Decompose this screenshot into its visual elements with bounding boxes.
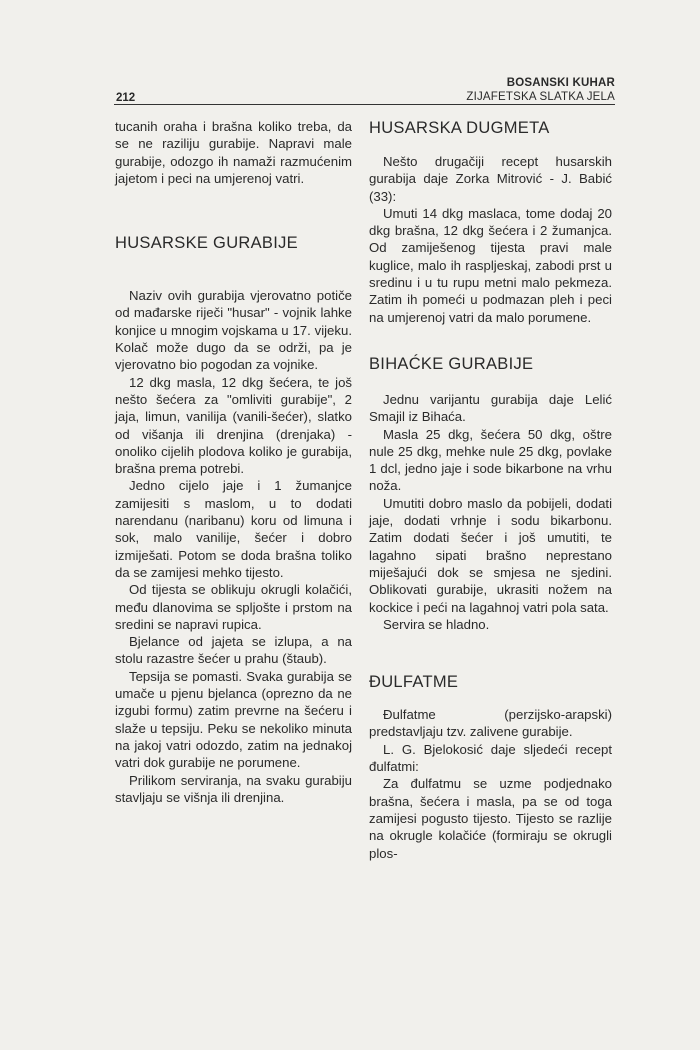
paragraph: Umutiti dobro maslo da pobijeli, dodati jaje, dodati vrhnje i sodu bikarbonu. Zatim dodati šećer i još umutiti, te lagahno sipati brašno neprestano miješajući dok se smjesa ne sjedini. Oblikovati gurabije, ukrasiti nožem na kockice i peći na lagahnoj vatri pola sata. [369,495,612,615]
section-title: ZIJAFETSKA SLATKA JELA [466,91,615,103]
header-divider [114,104,615,105]
paragraph: Jednu varijantu gurabija daje Lelić Smajil iz Bihaća. [369,391,612,425]
left-column [115,118,352,806]
running-header [466,76,615,104]
page-number: 212 [116,92,136,104]
paragraph: Za đulfatmu se uzme podjednako brašna, šećera i masla, pa se od toga zamijesi pogusto tijesto. Tijesto se razlije na okrugle kolačiće (formiraju se okrugli plos- [369,776,612,861]
paragraph: Naziv ovih gurabija vjerovatno potiče od mađarske riječi "husar" - vojnik lahke konjice u mnogim vojskama u 17. vijeku. Kolač može dugo da se održi, pa je vjerovatno bio pogodan za vojnike. [115,288,352,373]
paragraph: Servira se hladno. [383,616,490,632]
heading-husarska-dugmeta: HUSARSKA DUGMETA [369,119,550,137]
paragraph: L. G. Bjelokosić daje sljedeći recept đulfatmi: [369,741,612,775]
paragraph: Umuti 14 dkg maslaca, tome dodaj 20 dkg brašna, 12 dkg šećera i 2 žumanjca. Od zamiješenog tijesta pravi male kuglice, malo ih raspljeskaj, zabodi prst u sredinu i u tu rupu metni malo pekmeza. Zatim ih pomeći u podmazan pleh i peci na umjerenoj vatri da malo porumene. [369,205,612,325]
continuation-paragraph: tucanih oraha i brašna koliko treba, da se ne raziliju gurabije. Napravi male gurabije, odozgo ih namaži razmućenim jajetom i peci na umjerenoj vatri. [115,119,352,186]
book-title: BOSANSKI KUHAR [506,77,615,89]
paragraph: Đulfatme (perzijsko-arapski) predstavljaju tzv. zalivene gurabije. [369,707,612,740]
paragraph: Prilikom serviranja, na svaku gurabiju stavljaju se višnja ili drenjina. [115,772,352,805]
paragraph: Masla 25 dkg, šećera 50 dkg, oštre nule 25 dkg, mehke nule 25 dkg, povlake 1 dcl, jedno jaje i sode bikarbone na vrhu noža. [369,426,612,494]
heading-dulfatme: ĐULFATME [369,673,459,692]
paragraph: 12 dkg masla, 12 dkg šećera, te još nešto šećera za "omliviti gurabije", 2 jaja, limun, vanilija (vanili-šećer), slatko od višanja ili drenjina (drenjaka) - onoliko cijelih plodova koliko je gurabija, brašna prema potrebi. [115,374,352,477]
heading-husarske-gurabije: HUSARSKE GURABIJE [115,234,298,253]
heading-bihacke-gurabije: BIHAĆKE GURABIJE [369,354,534,373]
paragraph: Nešto drugačiji recept husarskih gurabija daje Zorka Mitrović - J. Babić (33): [369,154,612,204]
paragraph: Bjelance od jajeta se izlupa, a na stolu razastre šećer u prahu (štaub). [115,634,352,667]
paragraph: Od tijesta se oblikuju okrugli kolačići, među dlanovima se spljošte i prstom na sredini se napravi rupica. [115,582,352,632]
right-column [369,118,612,862]
paragraph: Tepsija se pomasti. Svaka gurabija se umače u pjenu bjelanca (oprezno da ne izgubi formu) zatim prevrne na šećeru i slaže u tepsiju. Peku se nekoliko minuta na jakoj vatri odozdo, zatim na jednakoj vatri dok gurabije ne porumene. [115,668,352,771]
paragraph: Jedno cijelo jaje i 1 žumanjce zamijesiti s maslom, u to dodati narendanu (naribanu) koru od limuna i sok, malo vanilije, šećer i dobro izmiješati. Potom se doda brašna toliko da se zamijesi mehko tijesto. [115,478,352,580]
